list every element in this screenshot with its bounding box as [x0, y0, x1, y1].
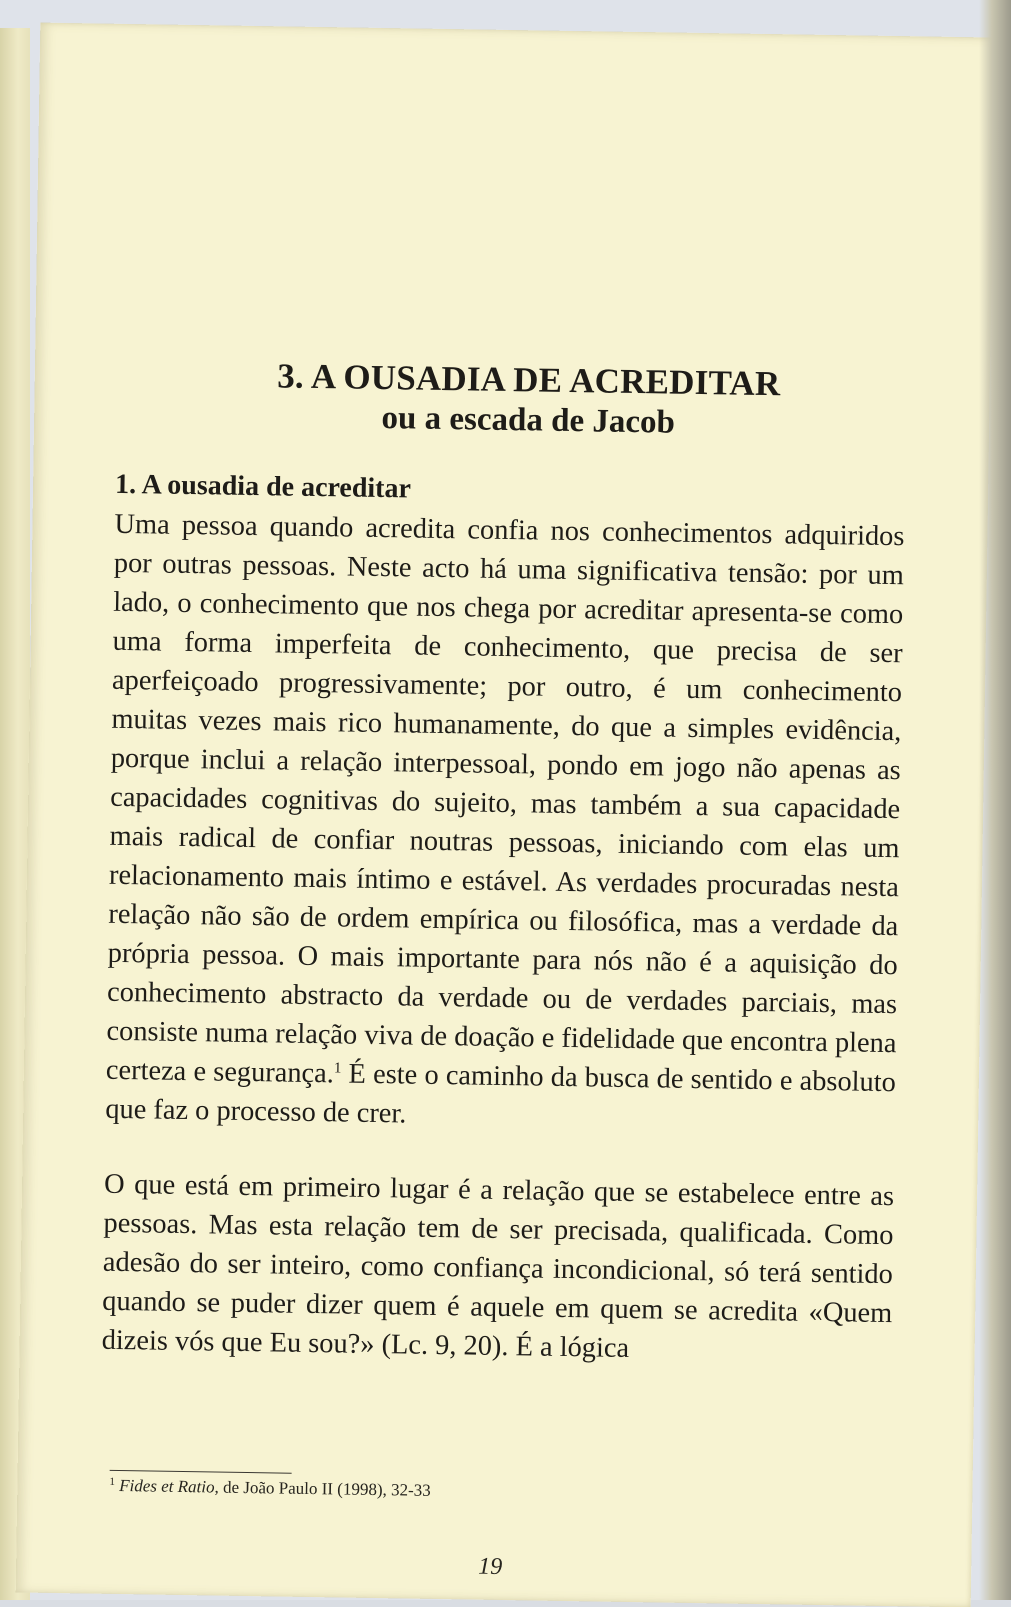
page-number: 19: [477, 1553, 503, 1581]
section-heading: 1. A ousadia de acreditar: [114, 468, 412, 505]
chapter-subtitle: ou a escada de Jacob: [381, 400, 676, 441]
footnote-number: 1: [109, 1475, 116, 1488]
footnote-divider: [110, 1470, 292, 1474]
paragraph-1-text: Uma pessoa quando acredita confia nos conhecimentos adquiridos por outras pessoas. Neste acto há uma significativa tensão: por um lado, o conhecimento que nos chega por acreditar apresenta-se como uma forma imperfeita de conhecimento, que precisa de ser aperfeiçoado progressivamente; por outro, é um conhecimento muitas vezes mais rico humanamente, do que a simples evidência, porque inclui a relação interpessoal, pondo em jogo não apenas as capacidades cognitivas do sujeito, mas também a sua capacidade mais radical de confiar noutras pessoas, iniciando com elas um relacionamento mais íntimo e estável. As verdades procuradas nesta relação não são de ordem empírica ou filosófica, mas a verdade da própria pessoa. O mais importante para nós não é a aquisição do conhecimento abstracto da verdade ou de verdades parciais, mas consiste numa relação viva de doação e fidelidade que encontra plena certeza e segurança.: [105, 508, 905, 1090]
paragraph-1-tail: É este o caminho da busca de sentido e absoluto que faz o processo de crer.: [105, 1058, 897, 1130]
page-content: [101, 354, 907, 1372]
book-page: [16, 23, 996, 1607]
footnote: [109, 1476, 431, 1501]
footnote-work-title: Fides et Ratio: [119, 1476, 215, 1497]
paragraph-2: O que está em primeiro lugar é a relação que se estabelece entre as pessoas. Mas esta relação tem de ser precisada, qualificada. Como adesão do ser inteiro, como confiança incondicional, só terá sentido quando se puder dizer quem é aquele em quem se acredita «Quem dizeis vós que Eu sou?» (Lc. 9, 20). É a lógica: [101, 1168, 895, 1365]
page-right-shadow: [979, 0, 1011, 1600]
footnote-citation: , de João Paulo II (1998), 32-33: [214, 1477, 431, 1500]
chapter-title: 3. A OUSADIA DE ACREDITAR: [276, 356, 781, 404]
footnote-reference: 1: [333, 1060, 342, 1077]
paragraph-1: [105, 505, 905, 1141]
